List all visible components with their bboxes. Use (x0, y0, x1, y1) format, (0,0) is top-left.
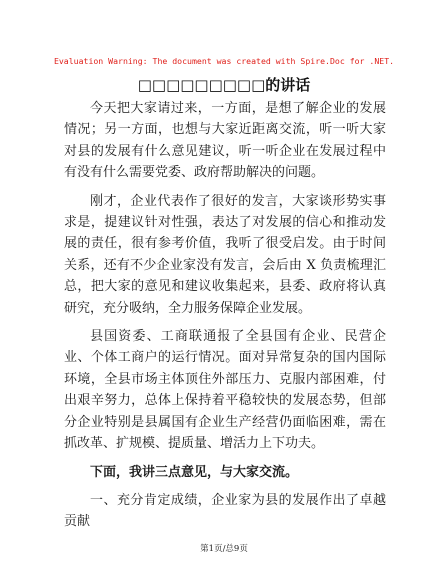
paragraph-intro: 今天把大家请过来，一方面，是想了解企业的发展情况；另一方面，也想与大家近距离交流，听一听大家对县的发展有什么意见建议，听一听企业在发展过程中有没有什么需要党委、政府帮助解决的问题。 (64, 101, 386, 181)
paragraph-three-points: 下面，我讲三点意见，与大家交流。 (90, 464, 299, 480)
paragraph-representatives: 刚才，企业代表作了很好的发言，大家谈形势实事求是，提建议针对性强，表达了对发展的信心和推动发展的责任，很有参考价值，我听了很受启发。由于时间关系，还有不少企业家没有发言，会后由 X 负责梳理汇总，把大家的意见和建议收集起来，县委、政府将认真研究，充分吸纳，全力服务保障企业发展。 (64, 193, 386, 316)
document-title: □□□□□□□□□的讲话 (137, 76, 311, 94)
evaluation-warning: Evaluation Warning: The document was created with Spire.Doc for .NET. (53, 56, 395, 66)
paragraph-operations: 县国资委、工商联通报了全县国有企业、民营企业、个体工商户的运行情况。面对异常复杂的国内国际环境，全县市场主体顶住外部压力、克服内部困难，付出艰辛努力，总体上保持着平稳较快的发展态势，但部分企业特别是县属国有企业生产经营仍面临困难，需在抓改革、扩规模、提质量、增活力上下功夫。 (64, 329, 386, 452)
paragraph-section-one: 一、充分肯定成绩，企业家为县的发展作出了卓越贡献 (64, 492, 386, 530)
page-footer: 第1页/总9页 (200, 544, 248, 554)
document-body (64, 98, 386, 540)
